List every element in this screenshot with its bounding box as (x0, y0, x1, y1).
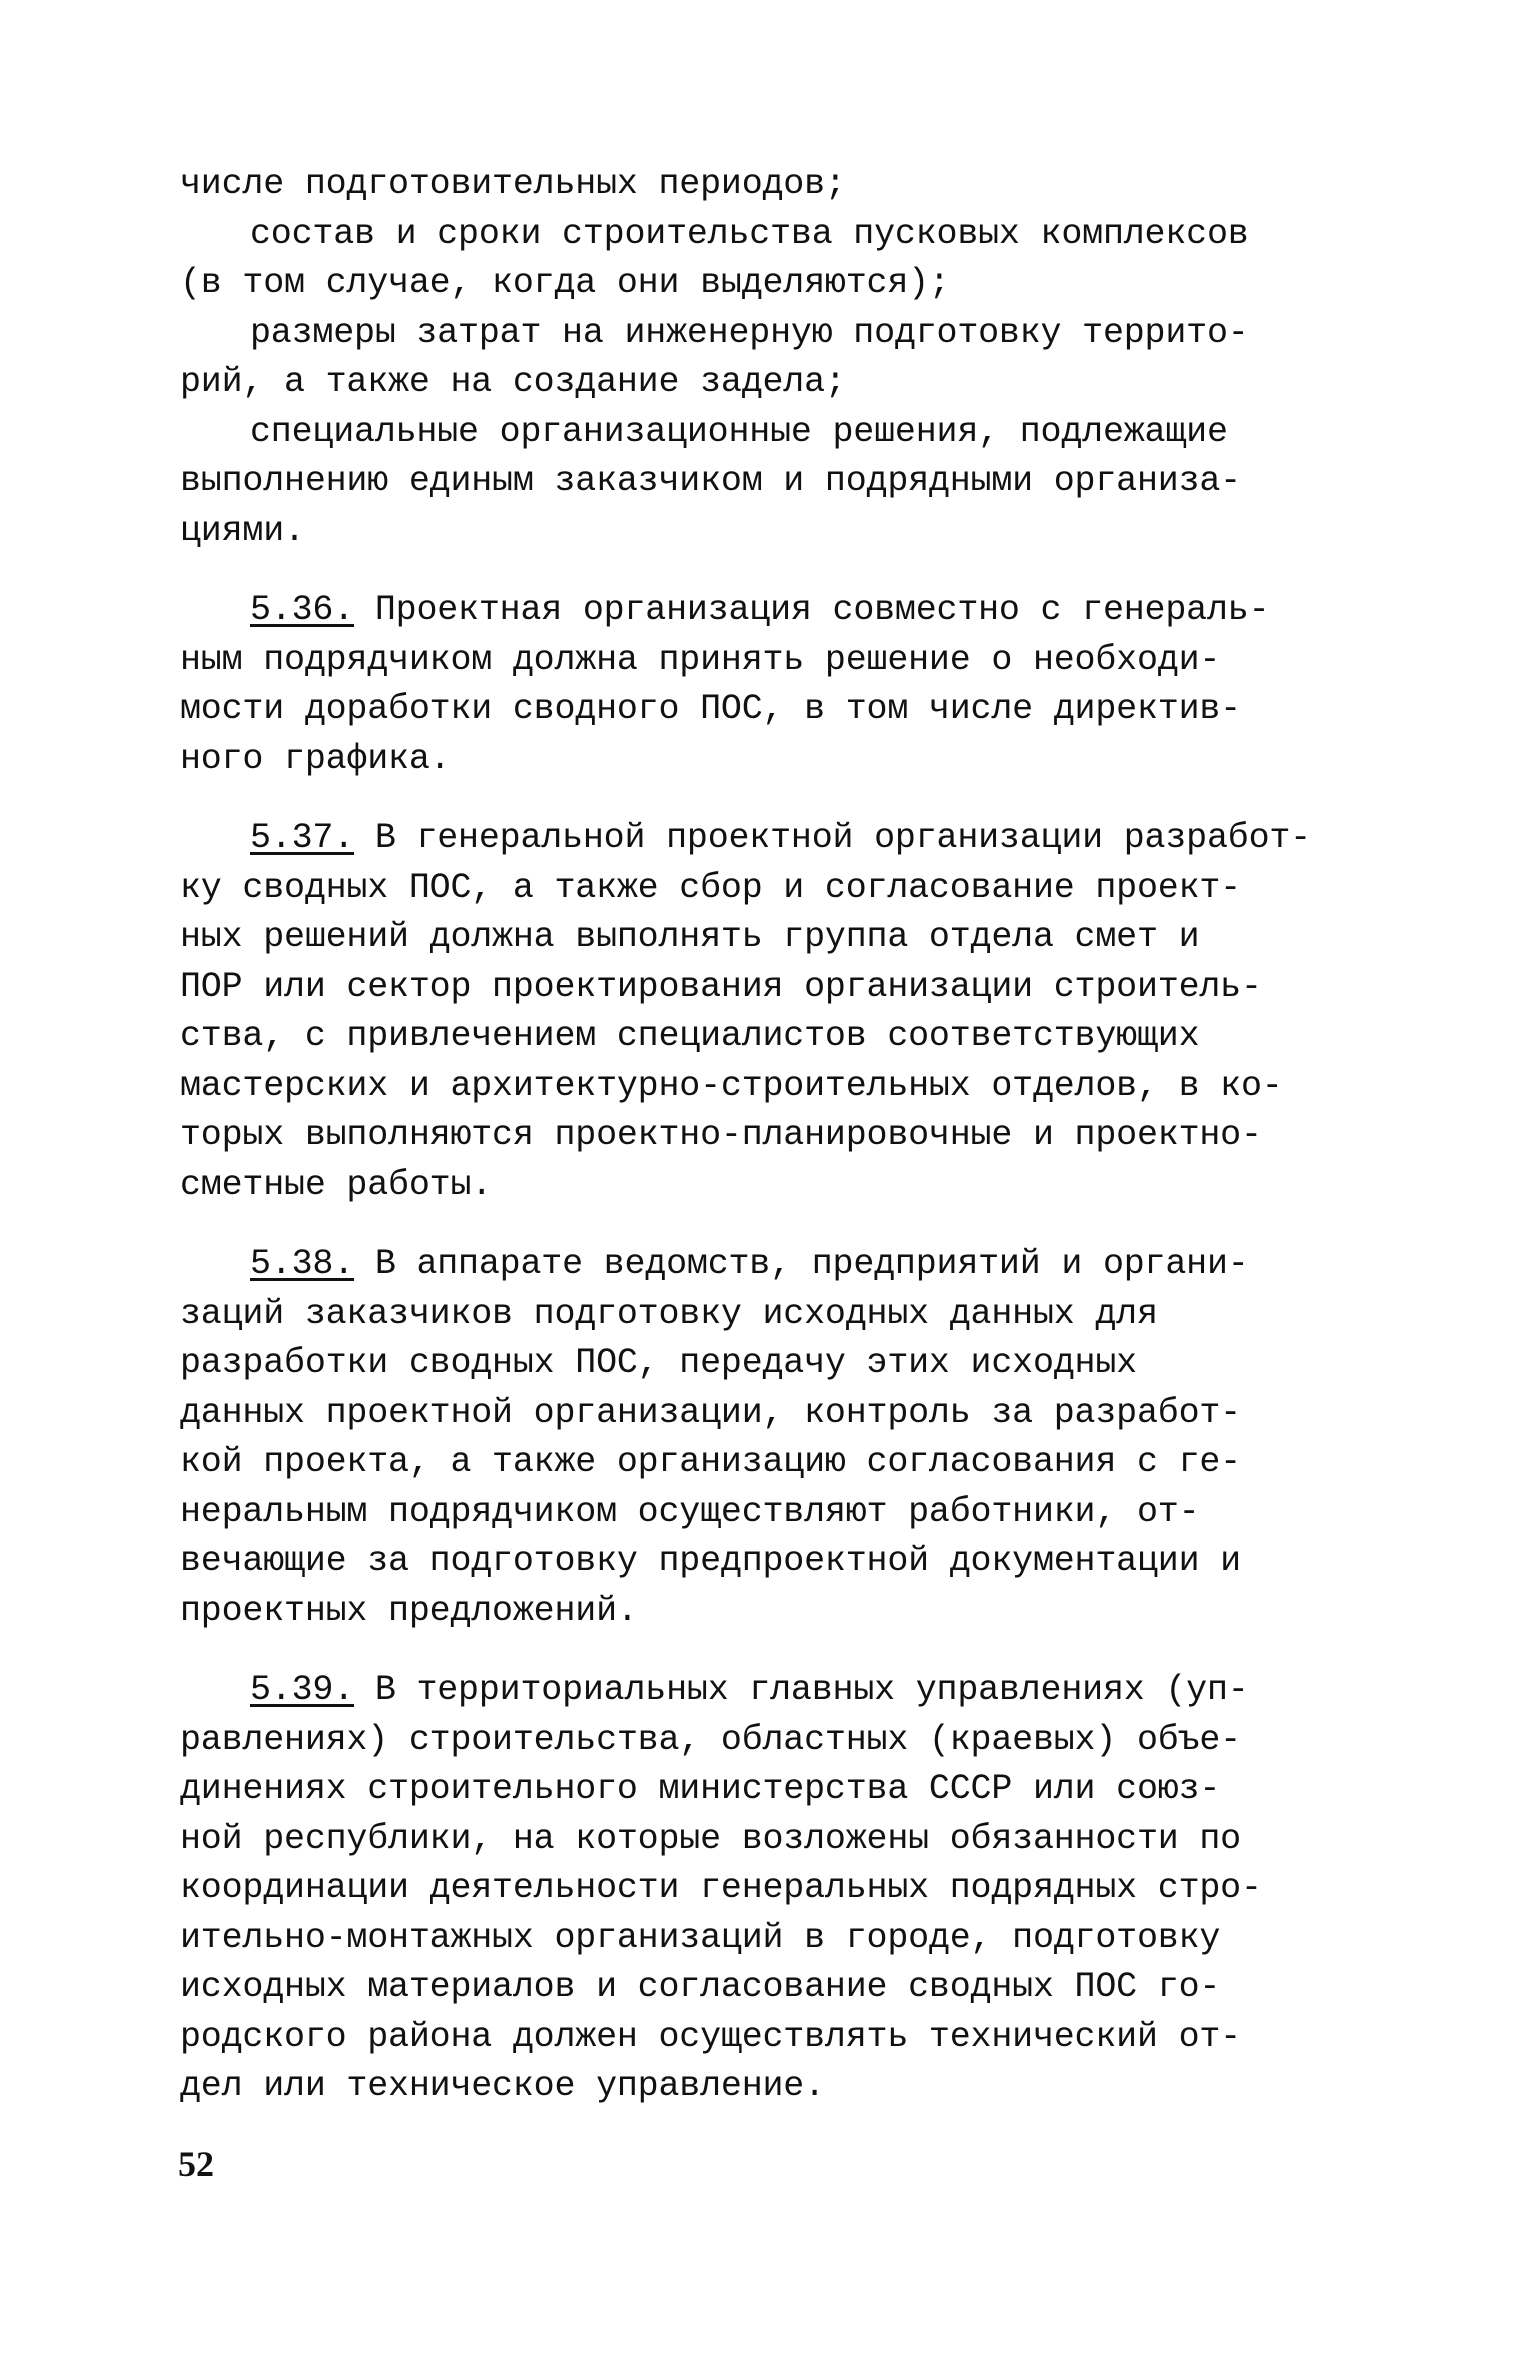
section-first-line (180, 1666, 1380, 1716)
paragraph-gap (180, 556, 1380, 586)
list-item-line: размеры затрат на инженерную подготовку террито- (250, 312, 1249, 353)
section-line: торых выполняются проектно-планировочные и проектно- (180, 1115, 1262, 1155)
page-body (180, 160, 1380, 2112)
section-text: В аппарате ведомств, предприятий и органи- (354, 1244, 1249, 1284)
section-line: ных решений должна выполнять группа отдела смет и (180, 917, 1200, 957)
section-line: координации деятельности генеральных подрядных стро- (180, 1868, 1262, 1908)
list-item-line: выполнению единым заказчиком и подрядными организа- (180, 461, 1241, 501)
section-line: неральным подрядчиком осуществляют работники, от- (180, 1491, 1200, 1532)
section-text: Проектная организация совместно с генераль- (354, 590, 1270, 630)
section-line: ной республики, на которые возложены обязанности по (180, 1818, 1241, 1859)
section-number: 5.36. (250, 590, 355, 630)
section-text: В генеральной проектной организации разработ- (354, 818, 1311, 858)
section-number: 5.37. (250, 818, 355, 858)
list-item-line: состав и сроки строительства пусковых комплексов (250, 213, 1249, 254)
section-5-38 (180, 1240, 1380, 1636)
section-line: ным подрядчиком должна принять решение о необходи- (180, 639, 1221, 680)
paragraph-gap (180, 1636, 1380, 1666)
section-line: мастерских и архитектурно-строительных отделов, в ко- (180, 1065, 1283, 1106)
section-5-36 (180, 586, 1380, 784)
section-line: ПОР или сектор проектирования организации строитель- (180, 966, 1262, 1007)
section-line: вечающие за подготовку предпроектной документации и (180, 1541, 1241, 1581)
section-line: ного графика. (180, 738, 451, 779)
section-line: мости доработки сводного ПОС, в том числе директив- (180, 689, 1241, 729)
section-line: ку сводных ПОС, а также сбор и согласование проект- (180, 867, 1241, 908)
list-item-line: специальные организационные решения, подлежащие (250, 411, 1228, 452)
list-item-line: рий, а также на создание задела; (180, 362, 846, 402)
list-item-line: (в том случае, когда они выделяются); (180, 263, 950, 303)
section-number: 5.38. (250, 1244, 355, 1284)
section-5-37 (180, 814, 1380, 1210)
section-5-39 (180, 1666, 1380, 2112)
section-line: равлениях) строительства, областных (краевых) объе- (180, 1719, 1241, 1760)
list-item-line: числе подготовительных периодов; (180, 164, 846, 204)
section-line: кой проекта, а также организацию согласования с ге- (180, 1442, 1241, 1482)
section-line: проектных предложений. (180, 1590, 638, 1631)
list-item-line: циями. (180, 510, 305, 551)
page-number: 52 (178, 2144, 214, 2184)
paragraph-gap (180, 784, 1380, 814)
section-text: В территориальных главных управлениях (уп- (354, 1670, 1249, 1710)
section-line: заций заказчиков подготовку исходных данных для (180, 1293, 1158, 1334)
section-line: дел или техническое управление. (180, 2066, 825, 2106)
section-line: исходных материалов и согласование сводных ПОС го- (180, 1967, 1221, 2007)
section-number: 5.39. (250, 1670, 355, 1710)
section-first-line (180, 1240, 1380, 1290)
paragraph-gap (180, 1210, 1380, 1240)
section-line: сметные работы. (180, 1164, 493, 1205)
section-first-line (180, 586, 1380, 636)
section-line: разработки сводных ПОС, передачу этих исходных (180, 1343, 1137, 1383)
section-line: родского района должен осуществлять технический от- (180, 2016, 1241, 2057)
section-line: данных проектной организации, контроль за разработ- (180, 1392, 1241, 1433)
section-line: ства, с привлечением специалистов соответствующих (180, 1016, 1200, 1056)
section-first-line (180, 814, 1380, 864)
section-line: ительно-монтажных организаций в городе, подготовку (180, 1917, 1221, 1958)
section-line: динениях строительного министерства СССР или союз- (180, 1769, 1221, 1809)
